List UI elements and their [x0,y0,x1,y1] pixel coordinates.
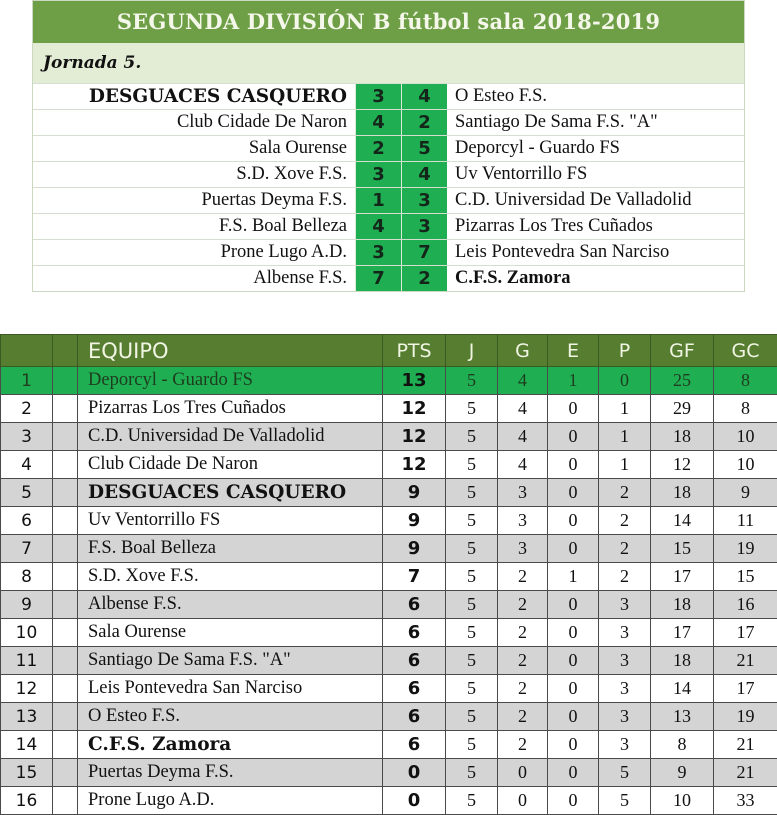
drawn-cell: 1 [548,367,599,395]
standings-row [1,591,777,619]
home-score: 3 [355,240,401,265]
lost-cell: 2 [599,479,651,507]
played-cell: 5 [446,479,498,507]
points-cell: 6 [383,619,446,647]
standings-row [1,787,777,815]
position-cell: 10 [1,619,53,647]
lost-cell: 0 [599,367,651,395]
match-row [33,265,744,291]
team-name-cell: C.F.S. Zamora [78,731,383,759]
goals-against-cell: 15 [714,563,777,591]
drawn-cell: 0 [548,507,599,535]
home-team: Club Cidade De Naron [33,110,355,135]
points-cell: 6 [383,591,446,619]
home-score: 2 [355,136,401,161]
blank-cell [53,367,78,395]
position-cell: 5 [1,479,53,507]
position-cell: 8 [1,563,53,591]
goals-for-cell: 10 [651,787,714,815]
won-cell: 3 [498,507,548,535]
home-team: Puertas Deyma F.S. [33,188,355,213]
played-cell: 5 [446,367,498,395]
team-name-cell: Santiago De Sama F.S. "A" [78,647,383,675]
blank-cell [53,731,78,759]
lost-cell: 2 [599,507,651,535]
blank-cell [53,647,78,675]
points-cell: 12 [383,395,446,423]
home-score: 7 [355,266,401,291]
team-name-cell: C.D. Universidad De Valladolid [78,423,383,451]
points-cell: 9 [383,507,446,535]
team-name-cell: DESGUACES CASQUERO [78,479,383,507]
away-score: 4 [401,162,447,187]
standings-row [1,423,777,451]
team-name-cell: Prone Lugo A.D. [78,787,383,815]
won-cell: 0 [498,759,548,787]
goals-for-cell: 18 [651,647,714,675]
header-blank [53,335,78,367]
lost-cell: 1 [599,395,651,423]
played-cell: 5 [446,787,498,815]
round-label: Jornada 5. [33,43,744,83]
away-team: Santiago De Sama F.S. "A" [447,110,744,135]
lost-cell: 2 [599,535,651,563]
points-cell: 12 [383,451,446,479]
blank-cell [53,591,78,619]
won-cell: 2 [498,563,548,591]
goals-for-cell: 18 [651,591,714,619]
away-score: 3 [401,188,447,213]
won-cell: 2 [498,647,548,675]
position-cell: 2 [1,395,53,423]
match-row [33,135,744,161]
position-cell: 14 [1,731,53,759]
away-score: 7 [401,240,447,265]
team-name-cell: Pizarras Los Tres Cuñados [78,395,383,423]
played-cell: 5 [446,563,498,591]
home-team: F.S. Boal Belleza [33,214,355,239]
team-name-cell: O Esteo F.S. [78,703,383,731]
header-team: EQUIPO [78,335,383,367]
drawn-cell: 0 [548,395,599,423]
goals-for-cell: 29 [651,395,714,423]
won-cell: 4 [498,451,548,479]
match-list [33,83,744,291]
match-row [33,239,744,265]
drawn-cell: 0 [548,619,599,647]
lost-cell: 5 [599,787,651,815]
drawn-cell: 0 [548,731,599,759]
blank-cell [53,675,78,703]
lost-cell: 3 [599,591,651,619]
blank-cell [53,451,78,479]
match-row [33,187,744,213]
drawn-cell: 0 [548,423,599,451]
home-score: 4 [355,214,401,239]
away-score: 2 [401,266,447,291]
away-team: Deporcyl - Guardo FS [447,136,744,161]
points-cell: 0 [383,759,446,787]
goals-against-cell: 33 [714,787,777,815]
played-cell: 5 [446,731,498,759]
away-team: Uv Ventorrillo FS [447,162,744,187]
played-cell: 5 [446,647,498,675]
blank-cell [53,479,78,507]
points-cell: 6 [383,647,446,675]
played-cell: 5 [446,619,498,647]
goals-for-cell: 17 [651,619,714,647]
points-cell: 9 [383,535,446,563]
points-cell: 9 [383,479,446,507]
drawn-cell: 0 [548,675,599,703]
played-cell: 5 [446,703,498,731]
header-position [1,335,53,367]
drawn-cell: 0 [548,787,599,815]
drawn-cell: 0 [548,479,599,507]
position-cell: 4 [1,451,53,479]
away-score: 2 [401,110,447,135]
goals-for-cell: 13 [651,703,714,731]
won-cell: 3 [498,479,548,507]
goals-for-cell: 25 [651,367,714,395]
standings-row [1,675,777,703]
goals-against-cell: 8 [714,395,777,423]
points-cell: 7 [383,563,446,591]
position-cell: 11 [1,647,53,675]
goals-against-cell: 10 [714,423,777,451]
home-score: 4 [355,110,401,135]
standings-header-row [1,335,777,367]
played-cell: 5 [446,591,498,619]
match-row [33,161,744,187]
team-name-cell: Uv Ventorrillo FS [78,507,383,535]
blank-cell [53,787,78,815]
won-cell: 3 [498,535,548,563]
played-cell: 5 [446,759,498,787]
goals-against-cell: 16 [714,591,777,619]
goals-for-cell: 15 [651,535,714,563]
goals-for-cell: 18 [651,479,714,507]
won-cell: 4 [498,423,548,451]
goals-against-cell: 19 [714,703,777,731]
home-score: 3 [355,162,401,187]
home-team: Prone Lugo A.D. [33,240,355,265]
blank-cell [53,535,78,563]
home-score: 1 [355,188,401,213]
blank-cell [53,563,78,591]
played-cell: 5 [446,423,498,451]
team-name-cell: Club Cidade De Naron [78,451,383,479]
away-team: C.F.S. Zamora [447,266,744,291]
blank-cell [53,759,78,787]
drawn-cell: 0 [548,703,599,731]
drawn-cell: 0 [548,647,599,675]
competition-title: SEGUNDA DIVISIÓN B fútbol sala 2018-2019 [33,1,744,43]
drawn-cell: 0 [548,759,599,787]
standings-row [1,451,777,479]
standings-row [1,535,777,563]
team-name-cell: Deporcyl - Guardo FS [78,367,383,395]
goals-against-cell: 11 [714,507,777,535]
goals-for-cell: 14 [651,675,714,703]
match-row [33,213,744,239]
standings-row [1,563,777,591]
drawn-cell: 1 [548,563,599,591]
standings-table [0,334,777,815]
blank-cell [53,619,78,647]
position-cell: 12 [1,675,53,703]
goals-for-cell: 17 [651,563,714,591]
header-won: G [498,335,548,367]
home-score: 3 [355,84,401,109]
position-cell: 3 [1,423,53,451]
drawn-cell: 0 [548,591,599,619]
team-name-cell: Puertas Deyma F.S. [78,759,383,787]
standings-row [1,731,777,759]
goals-against-cell: 17 [714,675,777,703]
goals-against-cell: 8 [714,367,777,395]
lost-cell: 3 [599,731,651,759]
standings-row [1,647,777,675]
position-cell: 7 [1,535,53,563]
home-team: DESGUACES CASQUERO [33,84,355,109]
goals-against-cell: 17 [714,619,777,647]
goals-for-cell: 14 [651,507,714,535]
header-lost: P [599,335,651,367]
away-score: 4 [401,84,447,109]
team-name-cell: F.S. Boal Belleza [78,535,383,563]
won-cell: 2 [498,591,548,619]
standings-row [1,703,777,731]
position-cell: 1 [1,367,53,395]
standings-row [1,507,777,535]
header-points: PTS [383,335,446,367]
position-cell: 16 [1,787,53,815]
lost-cell: 3 [599,675,651,703]
match-row [33,109,744,135]
away-score: 3 [401,214,447,239]
position-cell: 13 [1,703,53,731]
match-row [33,83,744,109]
won-cell: 0 [498,787,548,815]
won-cell: 4 [498,367,548,395]
goals-for-cell: 8 [651,731,714,759]
standings-row [1,479,777,507]
won-cell: 4 [498,395,548,423]
blank-cell [53,423,78,451]
lost-cell: 1 [599,451,651,479]
lost-cell: 5 [599,759,651,787]
position-cell: 15 [1,759,53,787]
team-name-cell: Sala Ourense [78,619,383,647]
played-cell: 5 [446,507,498,535]
matchday-results-panel [32,0,745,292]
lost-cell: 1 [599,423,651,451]
blank-cell [53,507,78,535]
won-cell: 2 [498,731,548,759]
goals-for-cell: 9 [651,759,714,787]
lost-cell: 2 [599,563,651,591]
header-goals-against: GC [714,335,777,367]
goals-against-cell: 21 [714,647,777,675]
header-drawn: E [548,335,599,367]
away-score: 5 [401,136,447,161]
points-cell: 0 [383,787,446,815]
played-cell: 5 [446,395,498,423]
goals-against-cell: 9 [714,479,777,507]
header-played: J [446,335,498,367]
away-team: Leis Pontevedra San Narciso [447,240,744,265]
drawn-cell: 0 [548,451,599,479]
position-cell: 9 [1,591,53,619]
lost-cell: 3 [599,703,651,731]
home-team: Sala Ourense [33,136,355,161]
header-goals-for: GF [651,335,714,367]
standings-row [1,367,777,395]
played-cell: 5 [446,451,498,479]
home-team: S.D. Xove F.S. [33,162,355,187]
team-name-cell: Albense F.S. [78,591,383,619]
goals-against-cell: 10 [714,451,777,479]
standings-row [1,619,777,647]
points-cell: 6 [383,675,446,703]
points-cell: 6 [383,731,446,759]
won-cell: 2 [498,619,548,647]
played-cell: 5 [446,535,498,563]
position-cell: 6 [1,507,53,535]
won-cell: 2 [498,703,548,731]
away-team: Pizarras Los Tres Cuñados [447,214,744,239]
goals-against-cell: 21 [714,731,777,759]
goals-against-cell: 19 [714,535,777,563]
home-team: Albense F.S. [33,266,355,291]
away-team: C.D. Universidad De Valladolid [447,188,744,213]
points-cell: 13 [383,367,446,395]
team-name-cell: S.D. Xove F.S. [78,563,383,591]
goals-for-cell: 18 [651,423,714,451]
points-cell: 6 [383,703,446,731]
team-name-cell: Leis Pontevedra San Narciso [78,675,383,703]
drawn-cell: 0 [548,535,599,563]
away-team: O Esteo F.S. [447,84,744,109]
points-cell: 12 [383,423,446,451]
blank-cell [53,395,78,423]
goals-for-cell: 12 [651,451,714,479]
blank-cell [53,703,78,731]
lost-cell: 3 [599,647,651,675]
standings-row [1,759,777,787]
lost-cell: 3 [599,619,651,647]
standings-row [1,395,777,423]
goals-against-cell: 21 [714,759,777,787]
played-cell: 5 [446,675,498,703]
won-cell: 2 [498,675,548,703]
